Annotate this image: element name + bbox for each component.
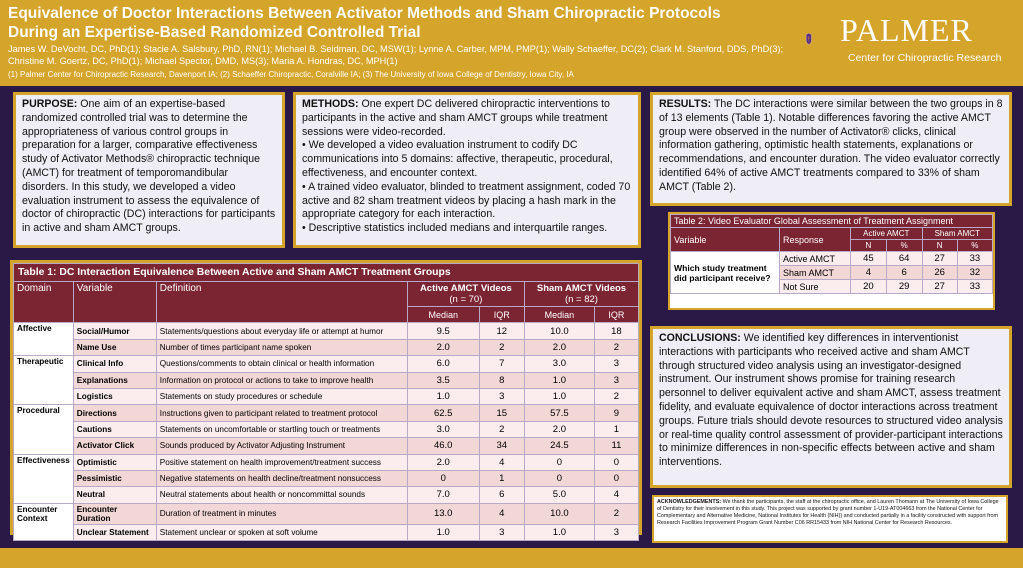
- t1-definition: Duration of treatment in minutes: [156, 503, 407, 524]
- conclusions-panel: [650, 326, 1012, 488]
- t1-definition: Positive statement on health improvement/treatment success: [156, 454, 407, 470]
- purpose-label: PURPOSE:: [22, 98, 78, 110]
- t1-sham-iqr: 2: [594, 339, 638, 355]
- t1-variable: Cautions: [73, 421, 156, 437]
- table-1-caption: Table 1: DC Interaction Equivalence Between Active and Sham AMCT Treatment Groups: [14, 264, 639, 282]
- t2-cell: 20: [851, 280, 887, 294]
- table-row: [14, 388, 639, 404]
- t1-sham-iqr: 11: [594, 438, 638, 454]
- conclusions-text: We identified key differences in interventionist interactions with participants who received active and sham AMCT through structured video analysis using an investigator-designed instrument. Our instrument shows promise for training research personnel to deliver equivalent active and sham AMCT, assess treatment fidelity, and evaluate equivalence of doctor interactions across treatment groups. Future trials should devote resources to structured video analysis or real-time quality control assessment of provider-participant interactions to minimize differences in non-specific effects between active and sham interventions.: [659, 332, 1003, 469]
- methods-label: METHODS:: [302, 98, 359, 110]
- t1-active-iqr: 3: [479, 388, 524, 404]
- logo-subtitle: Center for Chiropractic Research: [848, 52, 1002, 64]
- t1-sham-iqr: 1: [594, 421, 638, 437]
- t1-active-median: 1.0: [407, 388, 479, 404]
- t1-sham-median: 3.0: [524, 356, 594, 372]
- t2-response: Not Sure: [780, 280, 851, 294]
- t1-sham-iqr: 9: [594, 405, 638, 421]
- table-row: [14, 323, 639, 339]
- t1-col-variable: Variable: [73, 282, 156, 323]
- t1-sham-median: 1.0: [524, 524, 594, 540]
- t1-sham-median: 1.0: [524, 372, 594, 388]
- methods-bullet-2: • A trained video evaluator, blinded to treatment assignment, coded 70 active and 82 sham treatment videos by placing a hash mark in the appropriate category for each interaction.: [302, 180, 631, 221]
- t1-domain: Procedural: [14, 405, 74, 454]
- results-label: RESULTS:: [659, 98, 712, 110]
- t1-active-median: 3.0: [407, 421, 479, 437]
- t1-variable: Name Use: [73, 339, 156, 355]
- t2-cell: 33: [957, 280, 992, 294]
- t2-cell: 27: [922, 280, 957, 294]
- t1-col-definition: Definition: [156, 282, 407, 323]
- footer-bar: [0, 548, 1023, 568]
- t1-sham-median: 1.0: [524, 388, 594, 404]
- t1-iqr: IQR: [594, 307, 638, 323]
- t1-active-median: 62.5: [407, 405, 479, 421]
- t1-definition: Number of times participant name spoken: [156, 339, 407, 355]
- table-row: [14, 454, 639, 470]
- t1-sham-iqr: 3: [594, 356, 638, 372]
- table-row: [14, 421, 639, 437]
- t1-active-iqr: 12: [479, 323, 524, 339]
- t1-sham-median: 57.5: [524, 405, 594, 421]
- table-row: [14, 470, 639, 486]
- t2-cell: 32: [957, 266, 992, 280]
- t1-active-iqr: 2: [479, 421, 524, 437]
- t1-col-domain: Domain: [14, 282, 74, 323]
- poster-title: [8, 4, 788, 42]
- results-panel: [650, 92, 1012, 206]
- t2-question: Which study treatment did participant receive?: [671, 252, 780, 294]
- t1-definition: Sounds produced by Activator Adjusting Instrument: [156, 438, 407, 454]
- t1-domain: Encounter Context: [14, 503, 74, 540]
- purpose-panel: [13, 92, 285, 248]
- t1-definition: Statements on uncomfortable or startling touch or treatments: [156, 421, 407, 437]
- t1-active-median: 9.5: [407, 323, 479, 339]
- t2-pct: %: [957, 240, 992, 252]
- t1-definition: Statements on study procedures or schedule: [156, 388, 407, 404]
- table-row: [14, 487, 639, 503]
- t2-cell: 45: [851, 252, 887, 266]
- t1-sham-iqr: 2: [594, 388, 638, 404]
- t1-sham-median: 10.0: [524, 323, 594, 339]
- title-line-2: During an Expertise-Based Randomized Controlled Trial: [8, 24, 421, 41]
- ack-label: ACKNOWLEDGEMENTS:: [657, 499, 722, 505]
- t1-variable: Social/Humor: [73, 323, 156, 339]
- t2-cell: 6: [886, 266, 922, 280]
- t2-cell: 27: [922, 252, 957, 266]
- ack-text: We thank the participants, the staff at the chiropractic office, and Lauren Thomann at The University of Iowa College of Dentistry for their involvement in this study. This project was supported by grant number 1-U19-AT004663 from the National Center for Complementary and Alternative Medicine, National Institutes for Health (NIH)) and conducted partially in a facility constructed with support from Research Facilities Improvement Program Grant Number C06 RR15433 from NIH National Center for Research Resources.: [657, 499, 999, 526]
- t2-response: Active AMCT: [780, 252, 851, 266]
- palmer-crest-icon: [805, 6, 845, 72]
- results-text: The DC interactions were similar between the two groups in 8 of 13 elements (Table 1). Notable differences favoring the active AMCT group were observed in the number of Activator® clicks, clinical information gathering, optimistic health statements, explanations or recommendations, and encounter duration. The video evaluator correctly identified 64% of active AMCT treatments compared to 33% of sham AMCT (Table 2).: [659, 98, 1003, 193]
- t2-col-response: Response: [780, 228, 851, 252]
- t1-col-active: Active AMCT Videos (n = 70): [407, 282, 524, 307]
- t2-n: N: [851, 240, 887, 252]
- t1-col-sham: Sham AMCT Videos (n = 82): [524, 282, 638, 307]
- t1-definition: Neutral statements about health or noncommittal sounds: [156, 487, 407, 503]
- t1-active-median: 1.0: [407, 524, 479, 540]
- t1-variable: Pessimistic: [73, 470, 156, 486]
- table-row: [14, 405, 639, 421]
- t1-active-iqr: 34: [479, 438, 524, 454]
- t1-sham-iqr: 0: [594, 454, 638, 470]
- t1-active-median: 2.0: [407, 454, 479, 470]
- methods-panel: [293, 92, 641, 248]
- t1-variable: Activator Click: [73, 438, 156, 454]
- table-2-caption: Table 2: Video Evaluator Global Assessment of Treatment Assignment: [671, 215, 993, 228]
- t1-sham-median: 5.0: [524, 487, 594, 503]
- t1-active-iqr: 1: [479, 470, 524, 486]
- table-row: [14, 524, 639, 540]
- t2-response: Sham AMCT: [780, 266, 851, 280]
- table-row: [14, 438, 639, 454]
- t1-active-iqr: 8: [479, 372, 524, 388]
- t1-median: Median: [524, 307, 594, 323]
- t1-active-median: 7.0: [407, 487, 479, 503]
- t1-definition: Information on protocol or actions to take to improve health: [156, 372, 407, 388]
- table-row: [14, 503, 639, 524]
- t1-sham-iqr: 3: [594, 372, 638, 388]
- t2-pct: %: [886, 240, 922, 252]
- t1-definition: Instructions given to participant related to treatment protocol: [156, 405, 407, 421]
- t1-variable: Explanations: [73, 372, 156, 388]
- acknowledgements: [652, 495, 1008, 543]
- t2-cell: 26: [922, 266, 957, 280]
- table-2: [668, 212, 995, 310]
- table-row: [14, 372, 639, 388]
- t1-variable: Unclear Statement: [73, 524, 156, 540]
- t1-definition: Negative statements on health decline/treatment nonsuccess: [156, 470, 407, 486]
- t1-active-iqr: 7: [479, 356, 524, 372]
- logo-name: PALMER: [840, 12, 973, 48]
- t1-variable: Encounter Duration: [73, 503, 156, 524]
- methods-text: One expert DC delivered chiropractic interventions to participants in the active and sham AMCT groups while treatment sessions were video-recorded.: [302, 98, 610, 138]
- t2-cell: 4: [851, 266, 887, 280]
- affiliations: (1) Palmer Center for Chiropractic Research, Davenport IA; (2) Schaeffer Chiropractic, Coralville IA; (3) The University of Iowa College of Dentistry, Iowa City, IA: [8, 70, 574, 79]
- authors-line-1: James W. DeVocht, DC, PhD(1); Stacie A. Salsbury, PhD, RN(1); Michael B. Seidman, DC, MSW(1); Lynne A. Carber, MPM, PMP(1); Wally Schaeffer, DC(2); Clark M. Stanford, DDS, PhD(3);: [8, 44, 784, 54]
- t1-sham-iqr: 18: [594, 323, 638, 339]
- t1-domain: Therapeutic: [14, 356, 74, 405]
- t2-cell: 33: [957, 252, 992, 266]
- t1-sham-iqr: 3: [594, 524, 638, 540]
- table-row: [14, 339, 639, 355]
- t1-variable: Neutral: [73, 487, 156, 503]
- t1-active-iqr: 3: [479, 524, 524, 540]
- t1-active-median: 13.0: [407, 503, 479, 524]
- t1-active-iqr: 15: [479, 405, 524, 421]
- t2-col-sham: Sham AMCT: [922, 228, 992, 240]
- t1-variable: Directions: [73, 405, 156, 421]
- t1-active-iqr: 2: [479, 339, 524, 355]
- t1-sham-median: 2.0: [524, 421, 594, 437]
- t1-definition: Questions/comments to obtain clinical or health information: [156, 356, 407, 372]
- table-1: [10, 260, 642, 538]
- t1-sham-median: 24.5: [524, 438, 594, 454]
- t1-sham-iqr: 0: [594, 470, 638, 486]
- t1-sham-median: 2.0: [524, 339, 594, 355]
- table-row: [14, 356, 639, 372]
- t1-active-iqr: 4: [479, 503, 524, 524]
- t2-cell: 64: [886, 252, 922, 266]
- t1-active-median: 46.0: [407, 438, 479, 454]
- t1-sham-median: 0: [524, 470, 594, 486]
- poster-header: [0, 0, 1023, 86]
- t1-domain: Effectiveness: [14, 454, 74, 503]
- t1-median: Median: [407, 307, 479, 323]
- t2-cell: 29: [886, 280, 922, 294]
- t1-definition: Statement unclear or spoken at soft volume: [156, 524, 407, 540]
- t1-iqr: IQR: [479, 307, 524, 323]
- t1-variable: Optimistic: [73, 454, 156, 470]
- methods-bullet-1: • We developed a video evaluation instrument to codify DC communications into 5 domains: affective, therapeutic, procedural, effectiveness, and encounter context.: [302, 139, 613, 179]
- conclusions-label: CONCLUSIONS:: [659, 332, 741, 344]
- t1-active-median: 3.5: [407, 372, 479, 388]
- t1-sham-median: 10.0: [524, 503, 594, 524]
- t1-domain: Affective: [14, 323, 74, 356]
- t1-active-median: 0: [407, 470, 479, 486]
- purpose-text: One aim of an expertise-based randomized controlled trial was to determine the appropriateness of various control groups in preparation for a larger, comparative effectiveness study of Activator Methods® chiropractic technique (AMCT) for treatment of temporomandibular disorders. In this study, we developed a video evaluation instrument to assess the equivalence of doctor of chiropractic (DC) interactions for participants in active and sham AMCT groups.: [22, 98, 276, 235]
- t1-definition: Statements/questions about everyday life or attempt at humor: [156, 323, 407, 339]
- authors-line-2: Christine M. Goertz, DC, PhD(1); Michael Spector, DMD, MS(3); Maria A. Hondras, DC, MPH(1): [8, 56, 398, 66]
- t1-variable: Clinical Info: [73, 356, 156, 372]
- title-line-1: Equivalence of Doctor Interactions Between Activator Methods and Sham Chiropractic Protocols: [8, 5, 721, 22]
- t1-variable: Logistics: [73, 388, 156, 404]
- t1-sham-iqr: 2: [594, 503, 638, 524]
- t1-active-median: 2.0: [407, 339, 479, 355]
- t1-active-iqr: 6: [479, 487, 524, 503]
- author-list: [8, 43, 808, 67]
- t2-col-active: Active AMCT: [851, 228, 923, 240]
- t1-sham-iqr: 4: [594, 487, 638, 503]
- t2-col-variable: Variable: [671, 228, 780, 252]
- t1-sham-median: 0: [524, 454, 594, 470]
- t1-active-median: 6.0: [407, 356, 479, 372]
- t1-active-iqr: 4: [479, 454, 524, 470]
- methods-bullet-3: • Descriptive statistics included medians and interquartile ranges.: [302, 222, 608, 235]
- t2-n: N: [922, 240, 957, 252]
